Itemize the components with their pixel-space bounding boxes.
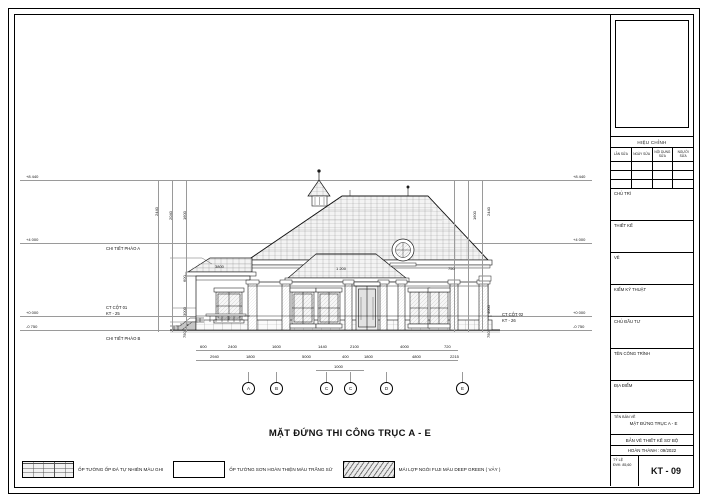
tb-row-kiemkythuat xyxy=(611,285,693,317)
roof-dim-right: 750 xyxy=(448,266,455,271)
tb-row-chutri xyxy=(611,189,693,221)
tb-label-chutri: CHỦ TRÌ xyxy=(614,191,631,196)
vdim-right-3: 4000 xyxy=(486,305,491,314)
tb-scale-block xyxy=(611,456,639,486)
legend-label-paint: ỐP TƯỜNG SƠN HOÀN THIỆN MÀU TRẮNG SỮ xyxy=(229,466,333,472)
axis-bubble-e: E xyxy=(456,382,469,395)
bdim-r1-3: 1600 xyxy=(272,344,281,349)
bdim-r2-1: 2940 xyxy=(210,354,219,359)
legend-label-roof: MÁI LỢP NGÓI FUJI MÀU DEEP GREEN ( VẢY ) xyxy=(398,466,501,472)
revision-cell xyxy=(632,171,653,179)
bdim-r2-4: 400 xyxy=(342,354,349,359)
tb-label-kiemkythuat: KIỂM KỸ THUẬT xyxy=(614,287,647,292)
bdim-r1-7: 720 xyxy=(444,344,451,349)
tb-label-thietke: THIẾT KẾ xyxy=(614,223,633,228)
tb-row-ve xyxy=(611,253,693,285)
level-tag-left-4: -0 750 xyxy=(26,324,38,329)
tb-scale-label: TỶ LỆ xyxy=(613,458,623,462)
building-elevation xyxy=(20,20,605,440)
axis-bubble-a: A xyxy=(242,382,255,395)
revision-cell xyxy=(611,162,632,170)
roof-dim-left: 3800 xyxy=(215,264,224,269)
axis-bubble-b: B xyxy=(270,382,283,395)
vdim-right-4: 750 xyxy=(486,331,491,338)
level-tag-right-2: +4 000 xyxy=(573,237,586,242)
bdim-r1-2: 2400 xyxy=(228,344,237,349)
revision-col-content: NỘI DUNG SỬA xyxy=(653,148,674,161)
axis-bubble-c1: C xyxy=(320,382,333,395)
legend-item-roof xyxy=(343,461,501,478)
revision-cell xyxy=(673,171,693,179)
tb-label-tenbanve: TÊN BẢN VẼ xyxy=(614,415,636,419)
axis-bubble-c2: C xyxy=(344,382,357,395)
vdim-left-4: 600 xyxy=(182,275,187,282)
vdim-left-5: 3000 xyxy=(182,307,187,316)
tb-completed-label: HOÀN THÀNH : 09/2022 xyxy=(627,448,677,453)
material-legend xyxy=(22,458,602,480)
tb-row-tencongtrinh xyxy=(611,349,693,381)
vdim-left-2: 2040 xyxy=(168,211,173,220)
revision-cell xyxy=(611,180,632,188)
bdim-r2-2: 1800 xyxy=(246,354,255,359)
tb-label-ve: VẼ xyxy=(614,255,620,260)
tb-row-thietke xyxy=(611,221,693,253)
bdim-r2-7: 2215 xyxy=(450,354,459,359)
legend-label-stone: ỐP TƯỜNG ỐP ĐÁ TỰ NHIÊN MÀU GHI xyxy=(78,466,164,472)
roof-dim-center: 1 200 xyxy=(336,266,347,271)
legend-item-paint xyxy=(173,461,332,478)
vdim-right-1: 2440 xyxy=(486,207,491,216)
revision-header-row xyxy=(611,148,693,162)
vdim-right-2: 1600 xyxy=(472,211,477,220)
level-tag-right-3: +0 000 xyxy=(573,310,586,315)
revision-cell xyxy=(611,171,632,179)
tb-completed xyxy=(611,446,693,456)
axis-bubble-d: D xyxy=(380,382,393,395)
level-tag-right-4: -0 750 xyxy=(573,324,585,329)
level-tag-left-3: +0 000 xyxy=(26,310,39,315)
tb-sheet-number: KT - 09 xyxy=(650,466,681,476)
revision-cell xyxy=(632,180,653,188)
bdim-r1-6: 4000 xyxy=(400,344,409,349)
revision-cell xyxy=(653,180,674,188)
tb-label-diadiem: ĐỊA ĐIỂM xyxy=(614,383,633,388)
tb-row-drawing-name xyxy=(611,413,693,435)
note-detail-a: CHI TIẾT PHÀO A xyxy=(106,246,141,251)
company-logo-box xyxy=(615,20,689,128)
tb-row-chudautu xyxy=(611,317,693,349)
vdim-left-6: 750 xyxy=(182,331,187,338)
bdim-r2-6: 4800 xyxy=(412,354,421,359)
revision-cell xyxy=(653,162,674,170)
bdim-r2-3: 5000 xyxy=(302,354,311,359)
level-tag-left-1: +8 440 xyxy=(26,174,39,179)
legend-swatch-stone xyxy=(22,461,74,478)
drawing-caption: MẶT ĐỨNG THI CÔNG TRỤC A - E xyxy=(268,428,432,439)
tb-drawing-set xyxy=(611,435,693,446)
revision-row xyxy=(611,171,693,180)
tb-scale-value: ĐVK: 85,60 xyxy=(613,463,632,468)
tb-drawing-set-label: BẢN VẼ THIẾT KẾ SƠ BỘ xyxy=(625,437,679,443)
revision-title: HIỆU CHỈNH xyxy=(611,136,693,148)
revision-cell xyxy=(673,180,693,188)
tb-label-chudautu: CHỦ ĐẦU TƯ xyxy=(614,319,641,324)
bdim-r1-5: 2100 xyxy=(350,344,359,349)
level-tag-right-1: +8 440 xyxy=(573,174,586,179)
revision-cell xyxy=(673,162,693,170)
note-detail-b: CHI TIẾT PHÀO B xyxy=(106,336,141,341)
revision-col-date: NGÀY SỬA xyxy=(632,148,653,161)
title-block xyxy=(610,14,692,486)
note-column-left-1: CT CỘT 01 xyxy=(106,305,128,310)
revision-col-by: NGƯỜI SỬA xyxy=(677,149,689,158)
tb-sheet-number-block xyxy=(611,456,693,486)
bdim-r1-4: 1440 xyxy=(318,344,327,349)
revision-row xyxy=(611,180,693,189)
elevation-drawing xyxy=(20,20,605,440)
revision-cell xyxy=(653,171,674,179)
vdim-left-3: 1600 xyxy=(182,211,187,220)
note-column-left-2: KT - 25 xyxy=(106,311,120,316)
tb-value-drawing-name: MẶT ĐỨNG TRỤC A - E xyxy=(629,421,678,426)
vdim-left-1: 2440 xyxy=(154,207,159,216)
revision-row xyxy=(611,162,693,171)
level-tag-left-2: +4 000 xyxy=(26,237,39,242)
bdim-r1-1: 600 xyxy=(200,344,207,349)
revision-cell xyxy=(632,162,653,170)
tb-row-diadiem xyxy=(611,381,693,413)
revision-col-no: LẦN SỬA xyxy=(611,148,632,161)
bdim-r2-5: 1800 xyxy=(364,354,373,359)
note-column-right-1: CT CỘT 02 xyxy=(502,312,524,317)
legend-swatch-roof xyxy=(343,461,395,478)
bdim-r3-1: 1000 xyxy=(334,364,343,369)
legend-swatch-paint xyxy=(173,461,225,478)
tb-label-tencongtrinh: TÊN CÔNG TRÌNH xyxy=(614,351,650,356)
note-column-right-2: KT - 26 xyxy=(502,318,516,323)
legend-item-stone xyxy=(22,461,163,478)
